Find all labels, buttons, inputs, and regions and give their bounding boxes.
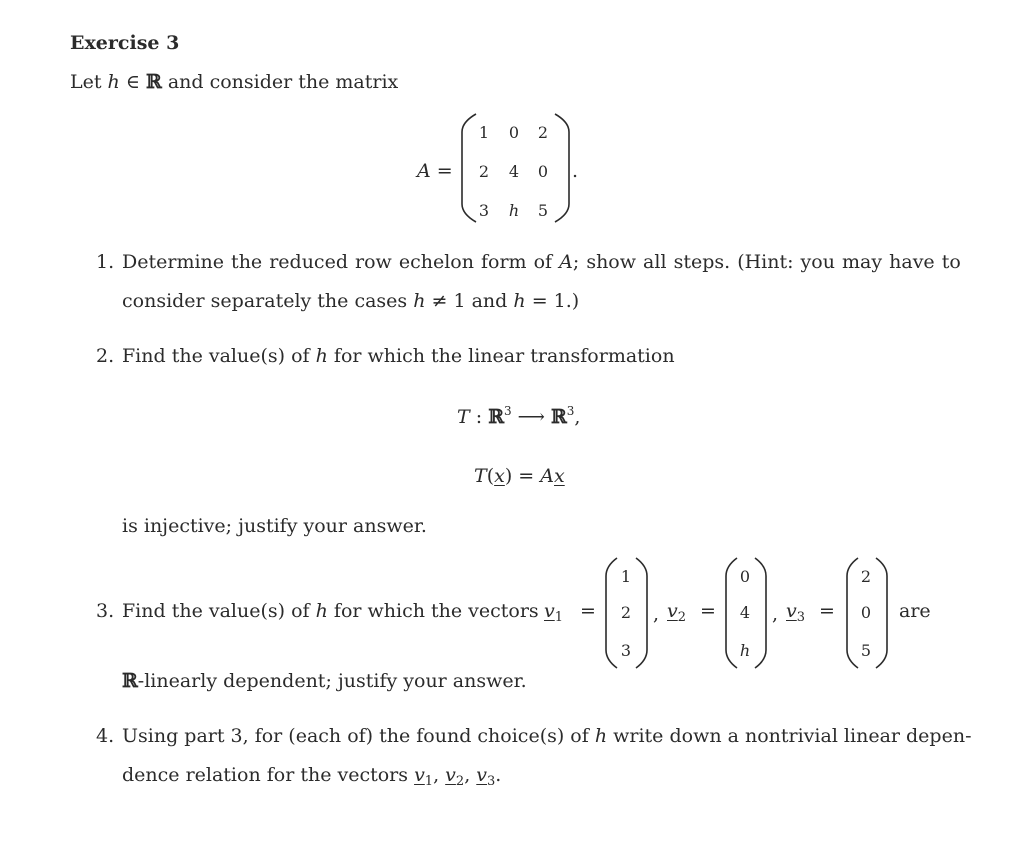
vector-name: v (786, 600, 797, 622)
matrix-a-cell: 0 (508, 123, 520, 142)
vector-entry: 4 (739, 603, 751, 622)
intro-reals: ℝ (145, 71, 162, 93)
item-2-number: 2. (96, 345, 115, 367)
matrix-a-period: . (572, 160, 579, 182)
vector-subscript: 1 (554, 610, 564, 625)
intro-rest: and consider the matrix (167, 71, 399, 93)
item-4-comma: , (464, 764, 471, 786)
item-4-line-2 (122, 764, 501, 789)
vector-v1-right-paren (634, 556, 650, 670)
item-4-subscript: 3 (487, 774, 496, 789)
item-2-line-1 (122, 345, 675, 367)
vector-separator: , (653, 603, 660, 625)
item-1-h: h (513, 290, 526, 312)
vector-v2-equals: = (700, 600, 716, 622)
eq-T: T (474, 465, 487, 487)
matrix-a-cell: 2 (478, 162, 490, 181)
vector-entry: 3 (620, 641, 632, 660)
intro-line (70, 71, 398, 93)
eq-paren: ) (504, 465, 513, 487)
eq-A: A (540, 465, 554, 487)
item-3-number: 3. (96, 600, 115, 622)
item-3-are: are (899, 600, 931, 622)
item-4-text: write down a nontrivial linear depen- (613, 725, 972, 747)
vector-v2-right-paren (753, 556, 769, 670)
item-4-vector: v (476, 764, 488, 786)
item-4-text: Using part 3, for (each of) the found choice(s) of (122, 725, 589, 747)
eq-x: x (554, 465, 565, 487)
vector-entry: 0 (739, 567, 751, 586)
item-2-line-3: is injective; justify your answer. (122, 515, 427, 537)
matrix-a-lhs: A = (417, 160, 453, 182)
matrix-a-cell: 2 (537, 123, 549, 142)
item-4-subscript: 1 (424, 774, 434, 789)
eq-arrow: ⟶ (517, 406, 545, 428)
eq-x: x (494, 465, 505, 487)
vector-v3-equals: = (819, 600, 835, 622)
eq-reals: ℝ (488, 406, 504, 428)
item-1-text: Determine the reduced row echelon form of (122, 251, 553, 273)
item-1-A: A (559, 251, 573, 273)
item-2-equation-1 (457, 404, 580, 428)
matrix-a-right-paren (553, 112, 573, 224)
intro-in: ∈ (125, 71, 140, 93)
item-4-h: h (594, 725, 608, 747)
exercise-title: Exercise 3 (70, 32, 180, 54)
vector-v2-label (667, 600, 686, 625)
item-2-h: h (315, 345, 328, 367)
intro-h: h (107, 71, 120, 93)
vector-entry: 0 (860, 603, 872, 622)
item-4-line-1 (122, 725, 972, 747)
item-4-vector: v (445, 764, 456, 786)
eq-exponent: 3 (503, 404, 512, 418)
item-4-period: . (495, 764, 502, 786)
item-1-text: consider separately the cases (122, 290, 408, 312)
matrix-a-cell: 5 (537, 201, 549, 220)
item-2-text: Find the value(s) of (122, 345, 310, 367)
vector-entry: 2 (860, 567, 872, 586)
vector-v1-equals: = (580, 600, 596, 622)
vector-entry: 5 (860, 641, 872, 660)
item-3-reals: ℝ (122, 670, 138, 692)
matrix-a-cell: 0 (537, 162, 549, 181)
vector-name: v (544, 600, 555, 622)
vector-entry: 2 (620, 603, 632, 622)
eq-paren: ( (486, 465, 495, 487)
eq-equals: = (518, 465, 535, 487)
item-2-text: for which the linear transformation (333, 345, 675, 367)
eq-comma: , (574, 406, 581, 428)
matrix-a-cell: 3 (478, 201, 490, 220)
eq-T: T (457, 406, 470, 428)
vector-entry: h (739, 641, 751, 660)
item-1-line-2 (122, 290, 579, 312)
item-3-text: Find the value(s) of (122, 600, 310, 622)
item-3-text: for which the vectors (333, 600, 539, 622)
eq-reals: ℝ (550, 406, 567, 428)
item-1-line-1 (122, 251, 961, 273)
item-3-h: h (315, 600, 328, 622)
item-1-text: ≠ 1 and (431, 290, 508, 312)
item-3-text: -linearly dependent; justify your answer. (137, 670, 527, 692)
matrix-a-cell: 1 (478, 123, 490, 142)
eq-colon: : (475, 406, 483, 428)
matrix-a-cell: 4 (508, 162, 520, 181)
vector-v3-label (786, 600, 805, 625)
vector-separator: , (772, 603, 779, 625)
vector-v1-label (544, 600, 563, 625)
matrix-a-cell: h (508, 201, 520, 220)
item-4-vector: v (414, 764, 425, 786)
item-1-h: h (413, 290, 426, 312)
vector-name: v (667, 600, 678, 622)
vector-entry: 1 (620, 567, 632, 586)
intro-let: Let (70, 71, 102, 93)
item-3-line-2 (122, 670, 527, 692)
vector-subscript: 3 (796, 610, 806, 625)
vector-v3-right-paren (874, 556, 890, 670)
item-4-number: 4. (96, 725, 115, 747)
item-4-subscript: 2 (455, 774, 465, 789)
item-2-equation-2 (474, 465, 565, 487)
vector-subscript: 2 (677, 610, 687, 625)
item-1-text: = 1.) (531, 290, 580, 312)
item-3-line-1 (122, 600, 539, 622)
item-4-text: dence relation for the vectors (122, 764, 409, 786)
item-4-comma: , (433, 764, 440, 786)
item-1-text: ; show all steps. (Hint: you may have to (572, 251, 961, 273)
eq-exponent: 3 (566, 404, 575, 418)
item-1-number: 1. (96, 251, 115, 273)
